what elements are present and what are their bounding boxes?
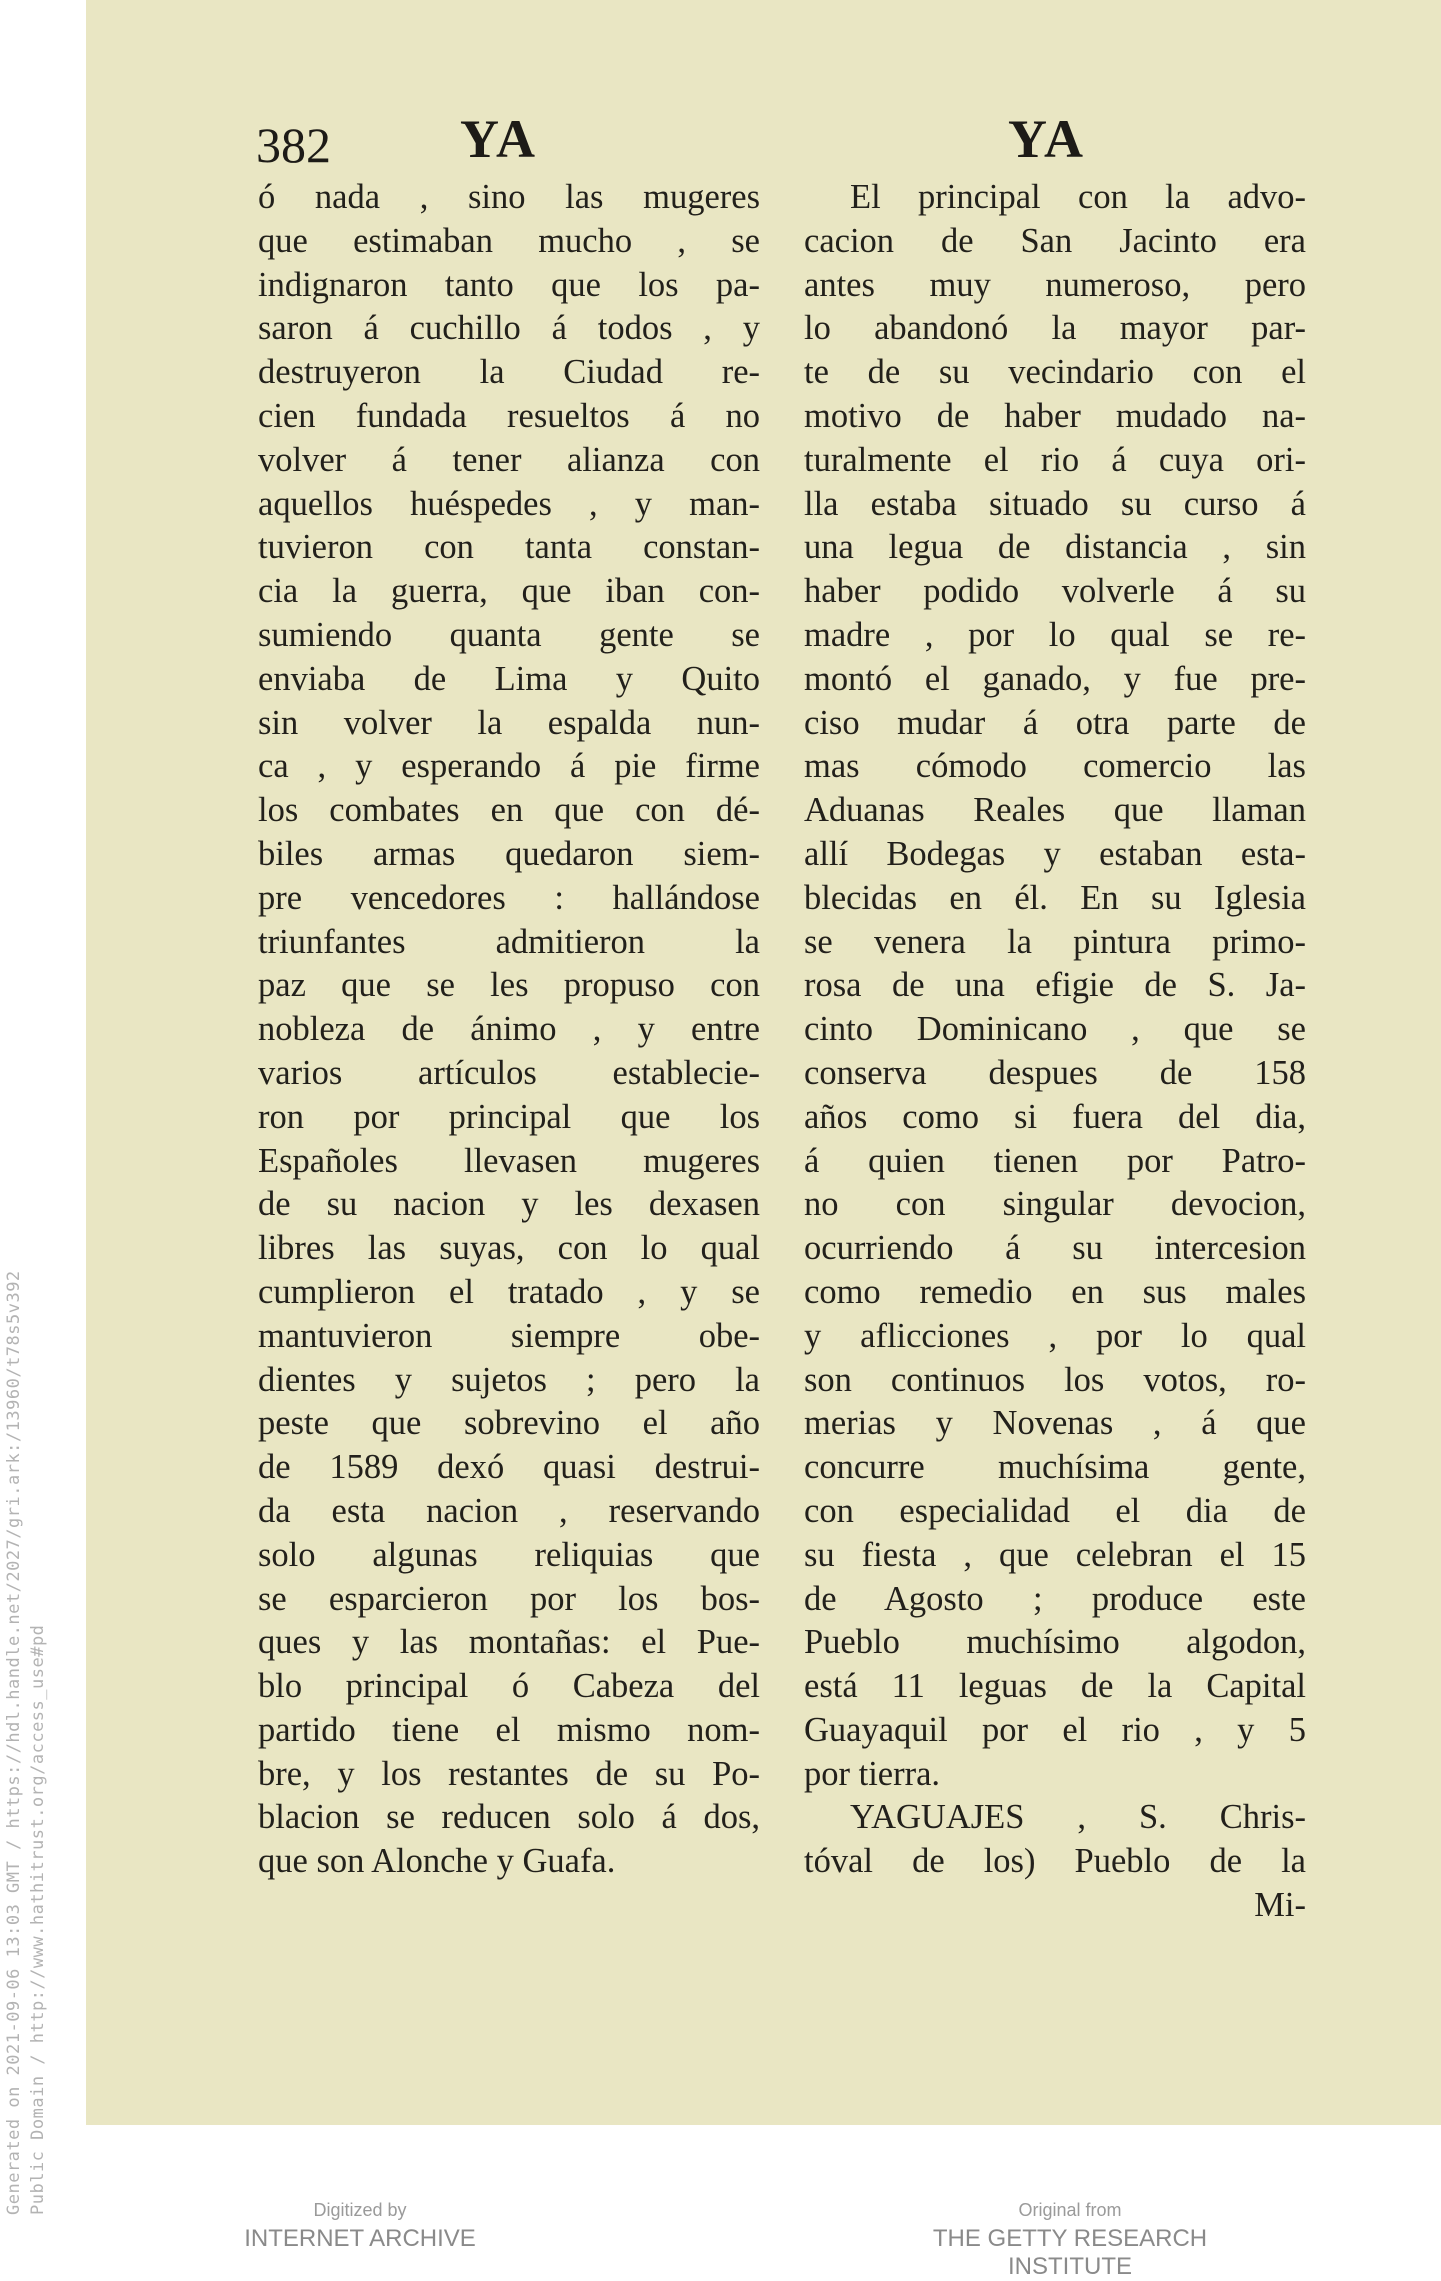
- text-line: cumplieron el tratado , y se: [258, 1272, 760, 1311]
- text-line: de 1589 dexó quasi destrui-: [258, 1448, 760, 1487]
- text-line: mas cómodo comercio las: [804, 747, 1306, 786]
- text-line: los combates en que con dé-: [258, 791, 760, 830]
- text-line: El principal con la advo-: [850, 178, 1306, 216]
- text-line: allí Bodegas y estaban esta-: [804, 834, 1306, 873]
- right-text-column: [804, 176, 1306, 1928]
- text-line: cacion de San Jacinto era: [804, 221, 1306, 260]
- text-line: pre vencedores : hallándose: [258, 878, 760, 917]
- text-line: triunfantes admitieron la: [258, 922, 760, 961]
- text-line: destruyeron la Ciudad re-: [258, 353, 760, 392]
- text-line: conserva despues de 158: [804, 1053, 1306, 1092]
- text-line: se venera la pintura primo-: [804, 922, 1306, 961]
- text-line: bre, y los restantes de su Po-: [258, 1754, 760, 1793]
- text-line: da esta nacion , reservando: [258, 1491, 760, 1530]
- text-line: Mi-: [1254, 1886, 1306, 1925]
- text-line: que son Alonche y Guafa.: [258, 1842, 616, 1881]
- left-margin: [0, 0, 86, 2255]
- watermark-line-generated: Generated on 2021-09-06 13:03 GMT / https://hdl.handle.net/2027/gri.ark:/13960/t78s5v392: [4, 1270, 24, 2215]
- text-line: varios artículos establecie-: [258, 1053, 760, 1092]
- text-line: rosa de una efigie de S. Ja-: [804, 966, 1306, 1005]
- original-from-label: Original from: [1018, 2200, 1122, 2220]
- digitized-by-label: Digitized by: [313, 2200, 407, 2220]
- text-line: mantuvieron siempre obe-: [258, 1316, 760, 1355]
- text-line: paz que se les propuso con: [258, 966, 760, 1005]
- text-line: cien fundada resueltos á no: [258, 396, 760, 435]
- text-line: nobleza de ánimo , y entre: [258, 1010, 760, 1049]
- text-line: blacion se reducen solo á dos,: [258, 1798, 760, 1837]
- text-line: dientes y sujetos ; pero la: [258, 1360, 760, 1399]
- text-line: Pueblo muchísimo algodon,: [804, 1623, 1306, 1662]
- text-line: ocurriendo á su intercesion: [804, 1229, 1306, 1268]
- text-line: antes muy numeroso, pero: [804, 265, 1306, 304]
- text-line: como remedio en sus males: [804, 1272, 1306, 1311]
- text-line: montó el ganado, y fue pre-: [804, 659, 1306, 698]
- text-line: concurre muchísima gente,: [804, 1448, 1306, 1487]
- left-text-column: [258, 176, 760, 1884]
- text-line: aquellos huéspedes , y man-: [258, 484, 760, 523]
- text-line: ca , y esperando á pie firme: [258, 747, 760, 786]
- text-line: ó nada , sino las mugeres: [258, 178, 760, 216]
- watermark-line-license: Public Domain / http://www.hathitrust.org/access_use#pd: [28, 1624, 48, 2215]
- text-line: YAGUAJES , S. Chris-: [850, 1798, 1306, 1837]
- text-line: por tierra.: [804, 1754, 941, 1793]
- text-line: madre , por lo qual se re-: [804, 615, 1306, 654]
- text-line: Españoles llevasen mugeres: [258, 1141, 760, 1180]
- text-line: lla estaba situado su curso á: [804, 484, 1306, 523]
- text-line: blo principal ó Cabeza del: [258, 1667, 760, 1706]
- text-line: ciso mudar á otra parte de: [804, 703, 1306, 742]
- text-line: haber podido volverle á su: [804, 572, 1306, 611]
- text-line: turalmente el rio á cuya ori-: [804, 440, 1306, 479]
- text-line: enviaba de Lima y Quito: [258, 659, 760, 698]
- text-line: se esparcieron por los bos-: [258, 1579, 760, 1618]
- text-line: tóval de los) Pueblo de la: [804, 1842, 1306, 1881]
- text-line: indignaron tanto que los pa-: [258, 265, 760, 304]
- text-line: de Agosto ; produce este: [804, 1579, 1306, 1618]
- text-line: tuvieron con tanta constan-: [258, 528, 760, 567]
- text-line: blecidas en él. En su Iglesia: [804, 878, 1306, 917]
- text-line: y aflicciones , por lo qual: [804, 1316, 1306, 1355]
- text-line: que estimaban mucho , se: [258, 221, 760, 260]
- text-line: de su nacion y les dexasen: [258, 1185, 760, 1224]
- hathitrust-watermark: [2, 1055, 62, 2215]
- text-line: con especialidad el dia de: [804, 1491, 1306, 1530]
- text-line: no con singular devocion,: [804, 1185, 1306, 1224]
- text-line: una legua de distancia , sin: [804, 528, 1306, 567]
- text-line: sumiendo quanta gente se: [258, 615, 760, 654]
- text-line: ques y las montañas: el Pue-: [258, 1623, 760, 1662]
- text-line: te de su vecindario con el: [804, 353, 1306, 392]
- text-line: sin volver la espalda nun-: [258, 703, 760, 742]
- text-line: á quien tienen por Patro-: [804, 1141, 1306, 1180]
- left-running-head: YA: [460, 109, 538, 169]
- text-line: libres las suyas, con lo qual: [258, 1229, 760, 1268]
- text-line: partido tiene el mismo nom-: [258, 1710, 760, 1749]
- original-from-credit: [870, 2200, 1270, 2281]
- text-line: ron por principal que los: [258, 1097, 760, 1136]
- text-line: Aduanas Reales que llaman: [804, 791, 1306, 830]
- digitized-by-credit: [240, 2200, 480, 2253]
- text-line: biles armas quedaron siem-: [258, 834, 760, 873]
- text-line: solo algunas reliquias que: [258, 1535, 760, 1574]
- text-line: cinto Dominicano , que se: [804, 1010, 1306, 1049]
- internet-archive-label: INTERNET ARCHIVE: [244, 2225, 476, 2252]
- text-line: motivo de haber mudado na-: [804, 396, 1306, 435]
- text-line: lo abandonó la mayor par-: [804, 309, 1306, 348]
- page-number: 382: [256, 117, 331, 173]
- text-line: peste que sobrevino el año: [258, 1404, 760, 1443]
- text-line: Guayaquil por el rio , y 5: [804, 1710, 1306, 1749]
- text-line: merias y Novenas , á que: [804, 1404, 1306, 1443]
- text-line: saron á cuchillo á todos , y: [258, 309, 760, 348]
- right-running-head: YA: [1008, 109, 1086, 169]
- text-line: su fiesta , que celebran el 15: [804, 1535, 1306, 1574]
- text-line: volver á tener alianza con: [258, 440, 760, 479]
- text-line: años como si fuera del dia,: [804, 1097, 1306, 1136]
- text-line: cia la guerra, que iban con-: [258, 572, 760, 611]
- getty-institute-label: THE GETTY RESEARCH INSTITUTE: [932, 2225, 1208, 2280]
- text-line: está 11 leguas de la Capital: [804, 1667, 1306, 1706]
- text-line: son continuos los votos, ro-: [804, 1360, 1306, 1399]
